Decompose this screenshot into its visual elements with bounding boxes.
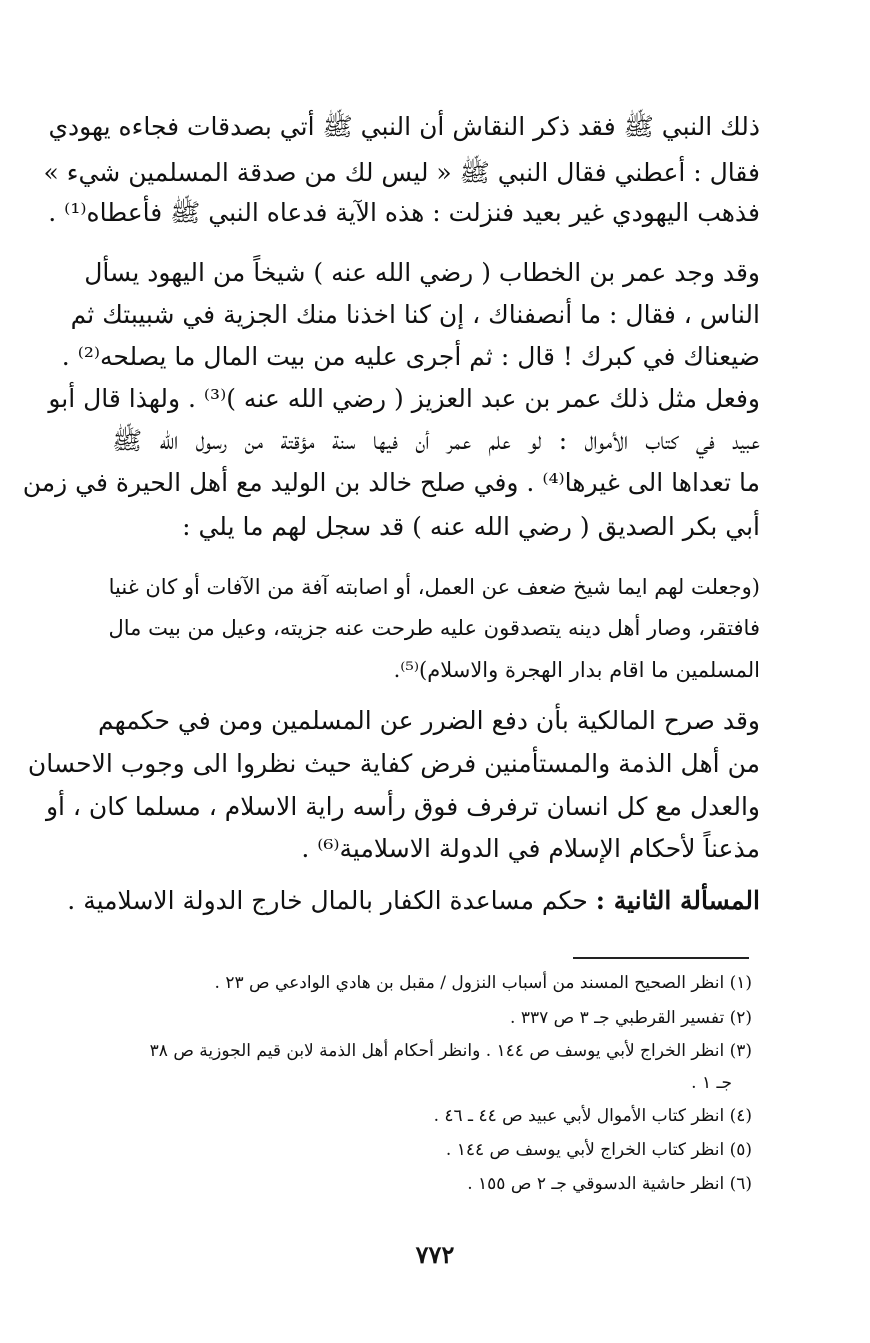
paragraph-1-line-3: فذهب اليهودي غير بعيد فنزلت : هذه الآية فدعاه النبي ﷺ فأعطاه⁽¹⁾ . [48,198,760,227]
paragraph-2-line-1: وقد وجد عمر بن الخطاب ( رضي الله عنه ) شيخاً من اليهود يسأل [84,258,760,287]
paragraph-1-line-2: فقال : أعطني فقال النبي ﷺ « ليس لك من صدقة المسلمين شيء » [43,158,760,187]
quote-line-2: فافتقر، وصار أهل دينه يتصدقون عليه طرحت عنه جزيته، وعيل من بيت مال [108,616,760,640]
paragraph-3-line-1: وقد صرح المالكية بأن دفع الضرر عن المسلمين ومن في حكمهم [98,706,760,735]
section-heading-text: حكم مساعدة الكفار بالمال خارج الدولة الاسلامية . [67,886,596,915]
paragraph-2-line-5: عبيد في كتاب الأموال : لو علم عمر أن فيها سنة مؤقتة من رسول الله ﷺ [112,426,760,455]
paragraph-2-line-4: وفعل مثل ذلك عمر بن عبد العزيز ( رضي الله عنه )⁽³⁾ . ولهذا قال أبو [48,384,760,413]
quote-line-1: (وجعلت لهم ايما شيخ ضعف عن العمل، أو اصابته آفة من الآفات أو كان غنيا [108,575,760,599]
footnote-5: (٥) انظر كتاب الخراج لأبي يوسف ص ١٤٤ . [445,1140,752,1160]
paragraph-1-line-1: ذلك النبي ﷺ فقد ذكر النقاش أن النبي ﷺ أتي بصدقات فجاءه يهودي [48,112,760,141]
quote-line-3: المسلمين ما اقام بدار الهجرة والاسلام)⁽⁵⁾. [393,658,760,682]
footnote-4: (٤) انظر كتاب الأموال لأبي عبيد ص ٤٤ ـ ٤٦ . [433,1106,752,1126]
footnote-2: (٢) تفسير القرطبي جـ ٣ ص ٣٣٧ . [510,1008,752,1028]
footnote-6: (٦) انظر حاشية الدسوقي جـ ٢ ص ١٥٥ . [467,1174,752,1194]
paragraph-3-line-4: مذعناً لأحكام الإسلام في الدولة الاسلامية⁽⁶⁾ . [301,834,760,863]
paragraph-2-line-7: أبي بكر الصديق ( رضي الله عنه ) قد سجل لهم ما يلي : [182,512,760,541]
paragraph-3-line-2: من أهل الذمة والمستأمنين فرض كفاية حيث نظروا الى وجوب الاحسان [27,749,760,778]
footnote-3: (٣) انظر الخراج لأبي يوسف ص ١٤٤ . وانظر أحكام أهل الذمة لابن قيم الجوزية ص ٣٨ [149,1041,752,1061]
footnote-1: (١) انظر الصحيح المسند من أسباب النزول / مقبل بن هادي الوادعي ص ٢٣ . [214,973,752,993]
section-heading-label: المسألة الثانية : [595,886,760,915]
paragraph-2-line-6: ما تعداها الى غيرها⁽⁴⁾ . وفي صلح خالد بن الوليد مع أهل الحيرة في زمن [22,468,760,497]
section-heading [67,880,760,922]
footnote-divider [573,957,749,959]
paragraph-3-line-3: والعدل مع كل انسان ترفرف فوق رأسه راية الاسلام ، مسلما كان ، أو [45,792,760,821]
paragraph-2-line-3: ضيعناك في كبرك ! قال : ثم أجرى عليه من بيت المال ما يصلحه⁽²⁾ . [61,342,760,371]
paragraph-2-line-2: الناس ، فقال : ما أنصفناك ، إن كنا اخذنا منك الجزية في شبيبتك ثم [70,300,760,329]
footnote-3-continued: جـ ١ . [691,1073,732,1093]
page-number: ٧٧٢ [415,1240,455,1269]
